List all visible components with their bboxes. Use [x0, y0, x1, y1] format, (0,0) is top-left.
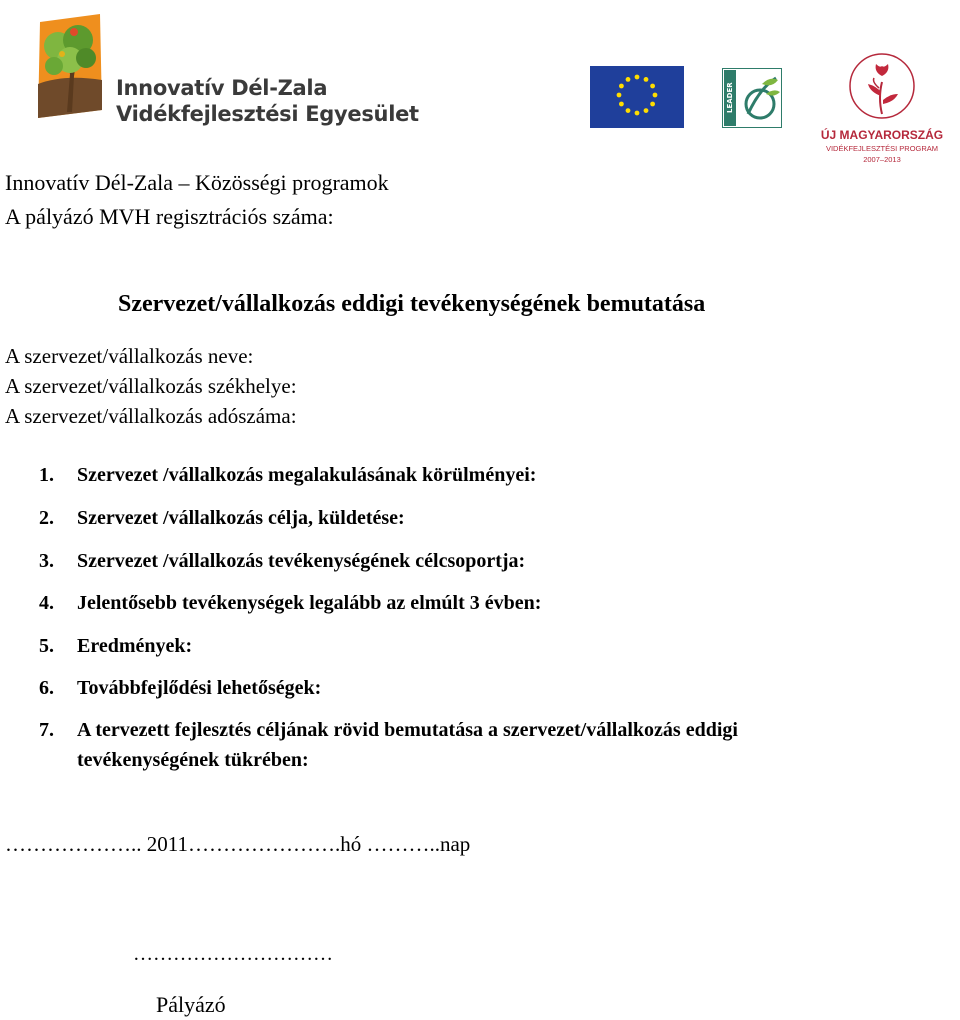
list-item-text: A tervezett fejlesztés céljának rövid bemutatása a szervezet/vállalkozás eddigi — [77, 719, 738, 741]
list-item — [39, 635, 919, 659]
signature-label: Pályázó — [156, 992, 226, 1017]
umvp-line2: VIDÉKFEJLESZTÉSI PROGRAM — [825, 144, 939, 153]
leader-text: LEADER — [726, 82, 734, 114]
eu-flag-icon — [590, 66, 684, 128]
idz-name-line1: Innovatív Dél-Zala — [116, 76, 328, 100]
page-title: Szervezet/vállalkozás eddigi tevékenységének bemutatása — [118, 291, 706, 317]
list-item-number: 7. — [39, 719, 54, 741]
program-name: Innovatív Dél-Zala – Közösségi programok — [5, 170, 389, 195]
tree-emblem-icon — [34, 14, 106, 120]
list-item — [39, 592, 919, 616]
field-org-seat: A szervezet/vállalkozás székhelye: — [5, 374, 297, 398]
leader-logo — [722, 68, 782, 128]
date-line: ……………….. 2011………………….hó ………..nap — [5, 832, 471, 856]
list-item-text: Szervezet /vállalkozás célja, küldetése: — [77, 507, 405, 529]
list-item-text: Jelentősebb tevékenységek legalább az elmúlt 3 évben: — [77, 592, 542, 614]
idz-logo — [30, 12, 419, 132]
list-item — [39, 507, 919, 531]
list-item-text: Eredmények: — [77, 635, 193, 657]
field-org-name: A szervezet/vállalkozás neve: — [5, 344, 254, 368]
list-item-text-continued: tevékenységének tükrében: — [77, 749, 309, 771]
idz-name-line2: Vidékfejlesztési Egyesület — [116, 102, 419, 126]
mvh-registration-label: A pályázó MVH regisztrációs száma: — [5, 204, 334, 229]
tulip-emblem-icon — [848, 52, 916, 122]
list-item — [39, 677, 919, 701]
uj-magyarorszag-logo — [818, 52, 946, 172]
list-item-number: 4. — [39, 592, 54, 614]
list-item — [39, 719, 939, 775]
list-item-number: 3. — [39, 550, 54, 572]
list-item-number: 2. — [39, 507, 54, 529]
signature-line: ………………………… — [133, 943, 333, 965]
list-item — [39, 550, 919, 574]
field-org-taxnumber: A szervezet/vállalkozás adószáma: — [5, 404, 297, 428]
list-item-number: 5. — [39, 635, 54, 657]
umvp-line1: ÚJ MAGYARORSZÁG — [820, 128, 944, 142]
list-item-number: 6. — [39, 677, 54, 699]
umvp-line3: 2007–2013 — [863, 155, 901, 164]
list-item — [39, 464, 919, 488]
list-item-text: Szervezet /vállalkozás tevékenységének célcsoportja: — [77, 550, 526, 572]
list-item-text: Szervezet /vállalkozás megalakulásának körülményei: — [77, 464, 537, 486]
list-item-text: Továbbfejlődési lehetőségek: — [77, 677, 322, 699]
list-item-number: 1. — [39, 464, 54, 486]
